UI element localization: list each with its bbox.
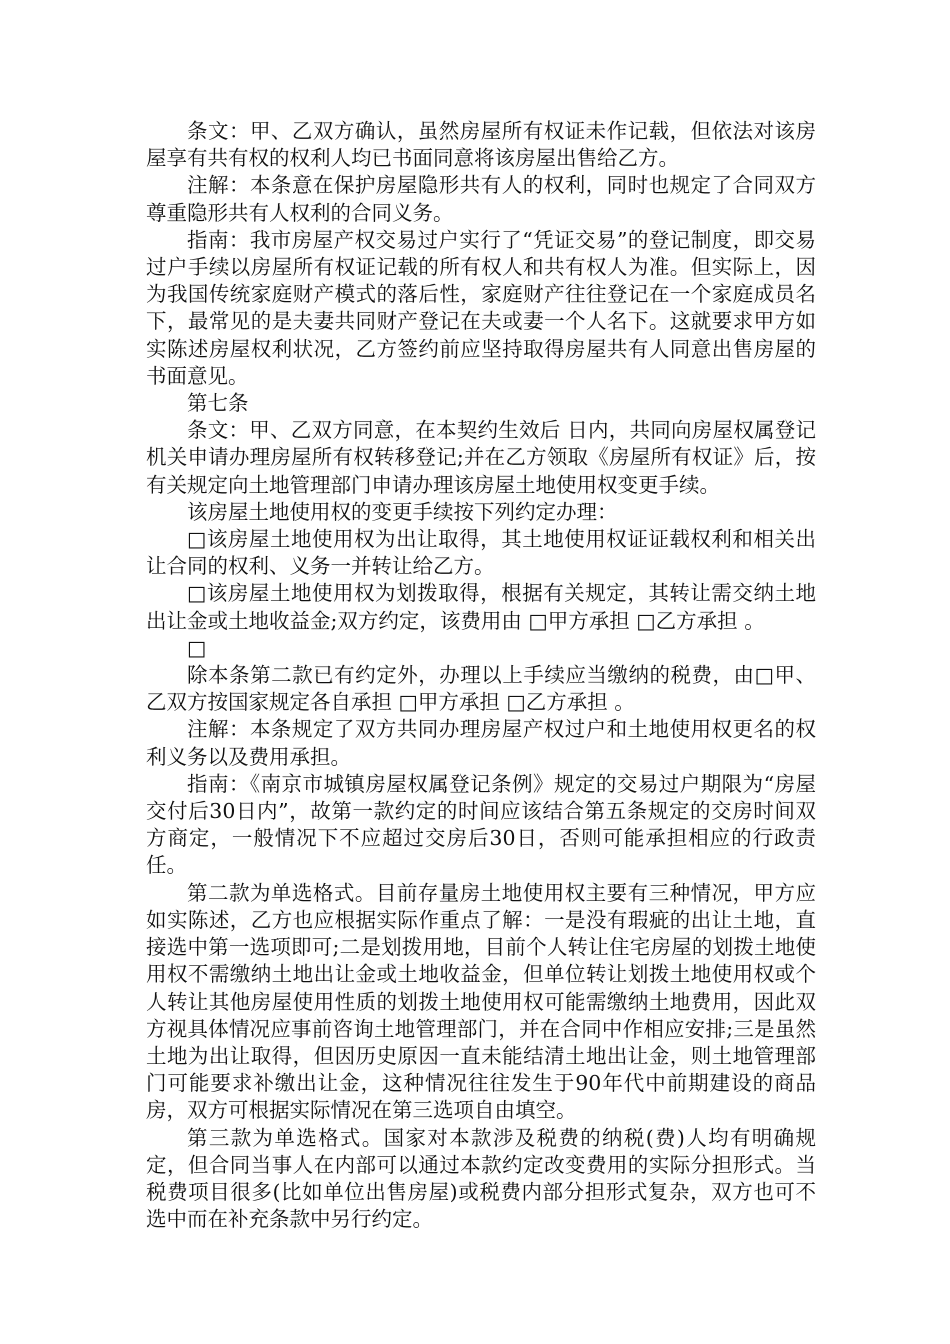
checkbox-option-paragraph: □ xyxy=(187,635,207,660)
clause-text-paragraph: 条文：甲、乙双方确认，虽然房屋所有权证未作记载，但依法对该房屋享有共有权的权利人均已书面同意将该房屋出售给乙方。 xyxy=(146,119,816,171)
checkbox-option-paragraph: □该房屋土地使用权为出让取得，其土地使用权证证载权利和相关出让合同的权利、义务一并转让给乙方。 xyxy=(146,527,816,579)
checkbox-option-paragraph: □该房屋土地使用权为划拨取得，根据有关规定，其转让需交纳土地出让金或土地收益金;双方约定，该费用由 □甲方承担 □乙方承担 。 xyxy=(146,581,816,633)
guide-paragraph: 指南：《南京市城镇房屋权属登记条例》规定的交易过户期限为“房屋交付后30日内”，故第一款约定的时间应该结合第五条规定的交房时间双方商定，一般情况下不应超过交房后30日，否则可能承担相应的行政责任。 xyxy=(146,771,816,878)
document-body xyxy=(146,118,816,1233)
clause-text-paragraph: 条文：甲、乙双方同意，在本契约生效后 日内，共同向房屋权属登记机关申请办理房屋所有权转移登记;并在乙方领取《房屋所有权证》后，按有关规定向土地管理部门申请办理该房屋土地使用权变更手续。 xyxy=(146,418,816,497)
body-paragraph: 第三款为单选格式。国家对本款涉及税费的纳税(费)人均有明确规定，但合同当事人在内部可以通过本款约定改变费用的实际分担形式。当税费项目很多(比如单位出售房屋)或税费内部分担形式复杂，双方也可不选中而在补充条款中另行约定。 xyxy=(146,1125,816,1232)
annotation-paragraph: 注解：本条规定了双方共同办理房屋产权过户和土地使用权更名的权利义务以及费用承担。 xyxy=(146,717,816,769)
body-paragraph: 第二款为单选格式。目前存量房土地使用权主要有三种情况，甲方应如实陈述，乙方也应根据实际作重点了解：一是没有瑕疵的出让土地，直接选中第一选项即可;二是划拨用地，目前个人转让住宅房屋的划拨土地使用权不需缴纳土地出让金或土地收益金，但单位转让划拨土地使用权或个人转让其他房屋使用性质的划拨土地使用权可能需缴纳土地费用，因此双方视具体情况应事前咨询土地管理部门，并在合同中作相应安排;三是虽然土地为出让取得，但因历史原因一直未能结清土地出让金，则土地管理部门可能要求补缴出让金，这种情况往往发生于90年代中前期建设的商品房，双方可根据实际情况在第三选项自由填空。 xyxy=(146,880,816,1123)
body-paragraph: 该房屋土地使用权的变更手续按下列约定办理： xyxy=(187,499,618,524)
body-paragraph: 除本条第二款已有约定外，办理以上手续应当缴纳的税费，由□甲、乙双方按国家规定各自承担 □甲方承担 □乙方承担 。 xyxy=(146,663,816,715)
article-heading: 第七条 xyxy=(187,391,249,416)
annotation-paragraph: 注解：本条意在保护房屋隐形共有人的权利，同时也规定了合同双方尊重隐形共有人权利的合同义务。 xyxy=(146,173,816,225)
guide-paragraph: 指南：我市房屋产权交易过户实行了“凭证交易”的登记制度，即交易过户手续以房屋所有权证记载的所有权人和共有权人为准。但实际上，因为我国传统家庭财产模式的落后性，家庭财产往往登记在一个家庭成员名下，最常见的是夫妻共同财产登记在夫或妻一个人名下。这就要求甲方如实陈述房屋权利状况，乙方签约前应坚持取得房屋共有人同意出售房屋的书面意见。 xyxy=(146,227,816,388)
